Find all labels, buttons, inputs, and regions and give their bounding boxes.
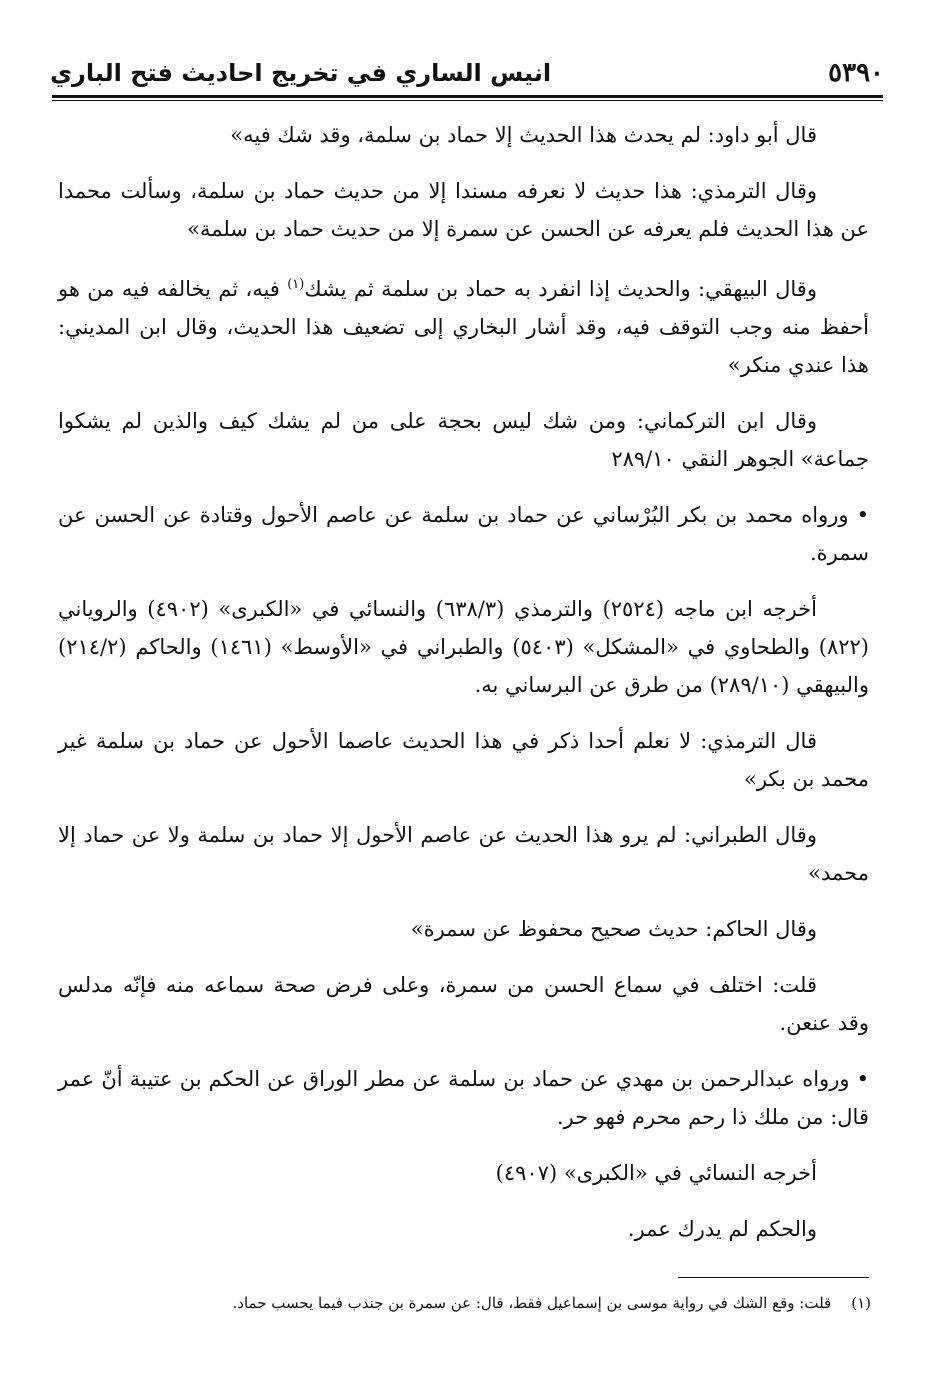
paragraph-abu-dawud: قال أبو داود: لم يحدث هذا الحديث إلا حماد بن سلمة، وقد شك فيه» <box>230 123 817 147</box>
bullet-bursani: • ورواه محمد بن بكر البُرْساني عن حماد بن سلمة عن عاصم الأحول وقتادة عن الحسن عن سمرة. <box>58 503 869 565</box>
footnote <box>100 1290 871 1316</box>
footnote-number: (١) <box>851 1294 871 1312</box>
paragraph-bayhaqi <box>58 266 869 384</box>
header-rule-thin <box>52 100 883 101</box>
paragraph-takhrij: أخرجه ابن ماجه (٢٥٢٤) والترمذي (٦٣٨/٣) والنسائي في «الكبرى» (٤٩٠٢) والروياني (٨٢٢) والطحاوي في «المشكل» (٥٤٠٣) والطبراني في «الأوسط» (١٤٦١) والحاكم (٢١٤/٢) والبيهقي (٢٨٩/١٠) من طرق عن البرساني به. <box>58 597 869 697</box>
paragraph-nasai: أخرجه النسائي في «الكبرى» (٤٩٠٧) <box>495 1161 817 1185</box>
paragraph-ibn-turkmani: وقال ابن التركماني: ومن شك ليس بحجة على من لم يشك كيف والذين لم يشكوا جماعة» الجوهر النقي ٢٨٩/١٠ <box>58 409 869 471</box>
paragraph-tirmidhi-2: قال الترمذي: لا نعلم أحدا ذكر في هذا الحديث عاصما الأحول عن حماد بن سلمة غير محمد بن بكر» <box>58 729 869 791</box>
footnote-marker: (١) <box>287 277 305 292</box>
main-text <box>58 116 869 1266</box>
book-title: انيس الساري في تخريج احاديث فتح الباري <box>50 59 552 87</box>
header-rule-thick <box>52 95 883 98</box>
bullet-ibn-mahdi: • ورواه عبدالرحمن بن مهدي عن حماد بن سلمة عن مطر الوراق عن الحكم بن عتيبة أنّ عمر قال: من ملك ذا رحم محرم فهو حر. <box>58 1067 869 1129</box>
footnote-separator <box>678 1277 869 1278</box>
bayhaqi-text-end: فيه، ثم يخالفه فيه من هو أحفظ منه وجب التوقف فيه، وقد أشار البخاري إلى تضعيف هذا الحديث، وقال ابن المديني: هذا عندي منكر» <box>58 277 869 377</box>
paragraph-tirmidhi: وقال الترمذي: هذا حديث لا نعرفه مسندا إلا من حديث حماد بن سلمة، وسألت محمدا عن هذا الحديث فلم يعرفه عن الحسن عن سمرة إلا من حديث حماد بن سلمة» <box>58 179 869 241</box>
paragraph-hakim: وقال الحاكم: حديث صحيح محفوظ عن سمرة» <box>410 917 817 941</box>
page-header <box>50 50 884 96</box>
paragraph-qultu: قلت: اختلف في سماع الحسن من سمرة، وعلى فرض صحة سماعه منه فإنّه مدلس وقد عنعن. <box>58 973 869 1035</box>
paragraph-hakam: والحكم لم يدرك عمر. <box>627 1217 817 1241</box>
page-number: ٥٣٩٠ <box>828 58 884 88</box>
bayhaqi-text-start: وقال البيهقي: والحديث إذا انفرد به حماد بن سلمة ثم يشك <box>304 277 817 301</box>
footnote-text: قلت: وقع الشك في رواية موسى بن إسماعيل فقط، قال: عن سمرة بن جندب فيما يحسب حماد. <box>232 1294 832 1312</box>
paragraph-tabarani: وقال الطبراني: لم يرو هذا الحديث عن عاصم الأحول إلا حماد بن سلمة ولا عن حماد إلا محمد» <box>58 823 869 885</box>
